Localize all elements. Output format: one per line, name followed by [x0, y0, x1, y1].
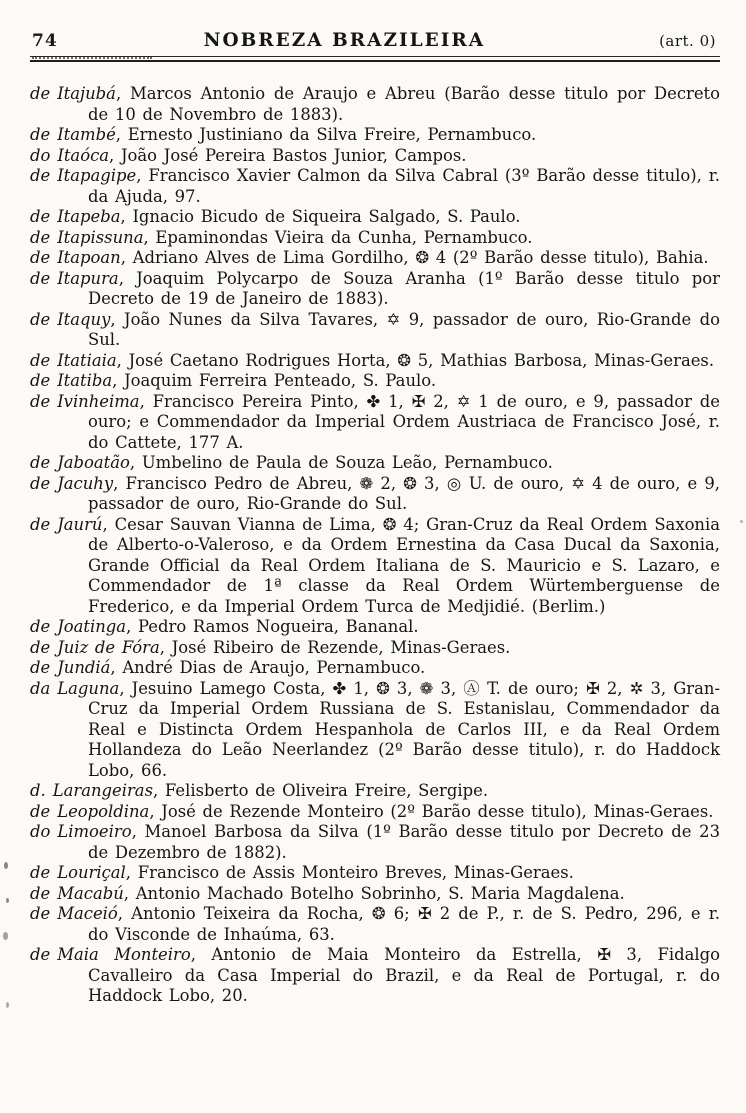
entry-title-name: Itajubá , — [57, 84, 121, 103]
entry-prefix: de — [30, 514, 51, 534]
entry-prefix: de — [30, 268, 51, 288]
entry-prefix: de — [30, 904, 51, 923]
nobility-entry — [30, 269, 720, 310]
entry-text: Pedro Ramos Nogueira, Bananal. — [138, 617, 419, 636]
nobility-entry — [30, 515, 720, 618]
entry-text: Epaminondas Vieira da Cunha, Pernambuco. — [155, 227, 533, 247]
entry-text: João Nunes da Silva Tavares, ✡ 9, passador de ouro, Rio-Grande do Sul. — [88, 309, 720, 349]
entry-text: José Caetano Rodrigues Horta, ❂ 5, Mathias Barbosa, Minas-Geraes. — [128, 350, 715, 370]
entry-title-name: Itatiaia , — [57, 351, 122, 370]
scan-speckle — [6, 898, 9, 903]
entry-text: Ignacio Bicudo de Siqueira Salgado, S. Paulo. — [132, 207, 521, 226]
scan-speckle — [740, 520, 743, 523]
entry-title-name: Itapoan , — [57, 248, 126, 267]
nobility-entry — [30, 392, 720, 454]
entry-prefix: de — [30, 453, 51, 472]
nobility-entry — [30, 904, 720, 945]
entry-prefix: d. — [30, 781, 46, 800]
nobility-entry — [30, 125, 720, 146]
nobility-entry — [30, 679, 720, 782]
entry-title-name: Itatiba , — [57, 371, 117, 390]
nobility-entry — [30, 371, 720, 392]
entry-text: Manoel Barbosa da Silva (1º Barão desse titulo por Decreto de 23 de Dezembro de 1882). — [88, 822, 720, 862]
entry-text: Adriano Alves de Lima Gordilho, ❂ 4 (2º Barão desse titulo), Bahia. — [132, 248, 709, 267]
entry-title-name: Jacuhy , — [57, 474, 118, 493]
entry-prefix: de — [30, 883, 51, 903]
entry-text: Francisco Pedro de Abreu, ❁ 2, ❂ 3, ◎ U. de ouro, ✡ 4 de ouro, e 9, passador de ouro, Rio-Grande do Sul. — [88, 473, 720, 513]
entry-prefix: de — [30, 125, 51, 144]
entry-text: Francisco de Assis Monteiro Breves, Minas-Geraes. — [137, 863, 574, 882]
entry-title-name: Jaboatão , — [57, 453, 135, 472]
entry-title-name: Laguna , — [57, 679, 124, 698]
header-rule-artifact — [32, 57, 152, 59]
entry-text: Antonio Machado Botelho Sobrinho, S. Maria Magdalena. — [135, 883, 625, 903]
nobility-entry — [30, 228, 720, 249]
entry-title-name: Joatinga , — [57, 617, 131, 636]
nobility-entry — [30, 781, 720, 802]
nobility-entry — [30, 617, 720, 638]
nobility-entry — [30, 248, 720, 269]
nobility-entry — [30, 351, 720, 372]
entry-prefix: de — [30, 617, 51, 636]
entry-prefix: de — [30, 207, 51, 226]
nobility-entry — [30, 207, 720, 228]
nobility-entry — [30, 474, 720, 515]
nobility-entry — [30, 453, 720, 474]
running-head — [30, 30, 720, 51]
entry-text: Francisco Xavier Calmon da Silva Cabral (3º Barão desse titulo), r. da Ajuda, 97. — [88, 166, 720, 206]
entry-title-name: Itaquy , — [57, 310, 115, 329]
entry-text: Antonio de Maia Monteiro da Estrella, ✠ 3, Fidalgo Cavalleiro da Casa Imperial do Brazil, e da Real de Portugal, r. do Haddock Lobo, 20. — [88, 945, 720, 1005]
scan-speckle — [6, 1002, 9, 1008]
entry-prefix: de — [30, 371, 51, 390]
entry-prefix: de — [30, 637, 51, 657]
nobility-entry — [30, 310, 720, 351]
entry-text: Umbelino de Paula de Souza Leão, Pernambuco. — [141, 453, 553, 472]
scan-speckle — [4, 862, 8, 869]
entry-text: Ernesto Justiniano da Silva Freire, Pernambuco. — [127, 125, 537, 144]
scan-speckle — [3, 932, 8, 940]
nobility-entry — [30, 863, 720, 884]
entry-prefix: de — [30, 84, 51, 103]
entry-prefix: de — [30, 801, 51, 821]
entry-text: Marcos Antonio de Araujo e Abreu (Barão desse titulo por Decreto de 10 de Novembro de 1883). — [88, 84, 720, 124]
entry-title-name: Larangeiras , — [53, 781, 159, 800]
entry-text: Jesuino Lamego Costa, ✤ 1, ❂ 3, ❁ 3, Ⓐ T. de ouro; ✠ 2, ✲ 3, Gran-Cruz da Imperial Ordem Russiana de S. Estanislau, Commendador da Real e Distincta Ordem Hespanhola de Carlos III, e da Real Ordem Hollandeza do Leão Neerlandez (2º Barão desse titulo), r. do Haddock Lobo, 66. — [88, 678, 720, 780]
entry-title-name: Maia Monteiro , — [57, 945, 196, 964]
entry-prefix: de — [30, 658, 51, 677]
entry-title-name: Itapura , — [57, 269, 124, 288]
entry-title-name: Louriçal , — [57, 863, 131, 882]
entry-title-name: Macabú , — [57, 884, 129, 903]
entry-prefix: de — [30, 350, 51, 370]
entry-prefix: de — [30, 248, 51, 267]
entry-title-name: Juiz de Fóra , — [57, 638, 165, 657]
nobility-entry — [30, 166, 720, 207]
article-reference: (art. 0) — [659, 32, 716, 50]
entry-prefix: de — [30, 227, 51, 247]
entry-prefix: de — [30, 945, 51, 964]
entry-prefix: de — [30, 863, 51, 882]
nobility-entry — [30, 638, 720, 659]
entry-title-name: Itapagipe , — [57, 166, 141, 185]
entry-prefix: do — [30, 822, 51, 841]
entry-text: João José Pereira Bastos Junior, Campos. — [120, 145, 467, 165]
page-number: 74 — [32, 31, 58, 51]
entry-prefix: do — [30, 145, 51, 165]
entry-text: Joaquim Ferreira Penteado, S. Paulo. — [124, 371, 437, 390]
entry-title-name: Itapeba , — [57, 207, 126, 226]
entry-title-name: Ivinheima , — [57, 392, 145, 411]
nobility-entry — [30, 822, 720, 863]
entry-text: André Dias de Araujo, Pernambuco. — [122, 658, 426, 677]
entry-title-name: Leopoldina , — [57, 802, 154, 821]
entry-text: Felisberto de Oliveira Freire, Sergipe. — [164, 781, 489, 800]
entry-title-name: Limoeiro , — [57, 822, 136, 841]
entry-text: Cesar Sauvan Vianna de Lima, ❂ 4; Gran-Cruz da Real Ordem Saxonia de Alberto-o-Valeroso, e da Ordem Ernestina da Casa Ducal da Saxonia, Grande Official da Real Ordem Italiana de S. Mauricio e S. Lazaro, e Commendador de 1ª classe da Real Ordem Würtemberguense de Frederico, e da Imperial Ordem Turca de Medjidié. (Berlim.) — [88, 514, 721, 616]
entry-text: Joaquim Polycarpo de Souza Aranha (1º Barão desse titulo por Decreto de 19 de Janeiro de 1883). — [88, 268, 720, 308]
nobility-entry — [30, 658, 720, 679]
entry-title-name: Itapissuna , — [57, 228, 149, 247]
entry-prefix: da — [30, 678, 51, 698]
nobility-entry — [30, 146, 720, 167]
nobility-entries-list — [30, 84, 720, 1007]
entry-title-name: Jundiá , — [57, 658, 115, 677]
nobility-entry — [30, 84, 720, 125]
nobility-entry — [30, 945, 720, 1007]
entry-title-name: Maceió , — [57, 904, 123, 923]
entry-text: José Ribeiro de Rezende, Minas-Geraes. — [171, 637, 511, 657]
entry-title-name: Itambé , — [57, 125, 121, 144]
page-title: NOBREZA BRAZILEIRA — [203, 30, 486, 51]
nobility-entry — [30, 802, 720, 823]
entry-title-name: Jaurú , — [57, 515, 108, 534]
entry-title-name: Itaóca , — [57, 146, 114, 165]
entry-text: José de Rezende Monteiro (2º Barão desse titulo), Minas-Geraes. — [161, 801, 714, 821]
entry-prefix: de — [30, 391, 51, 411]
entry-prefix: de — [30, 309, 51, 329]
entry-text: Antonio Teixeira da Rocha, ❂ 6; ✠ 2 de P., r. de S. Pedro, 296, e r. do Visconde de Inhaúma, 63. — [88, 904, 720, 944]
entry-text: Francisco Pereira Pinto, ✤ 1, ✠ 2, ✡ 1 de ouro, e 9, passador de ouro; e Commendador da Imperial Ordem Austriaca de Francisco José, r. do Cattete, 177 A. — [88, 391, 721, 452]
nobility-entry — [30, 884, 720, 905]
entry-prefix: de — [30, 473, 51, 493]
entry-prefix: de — [30, 166, 51, 185]
